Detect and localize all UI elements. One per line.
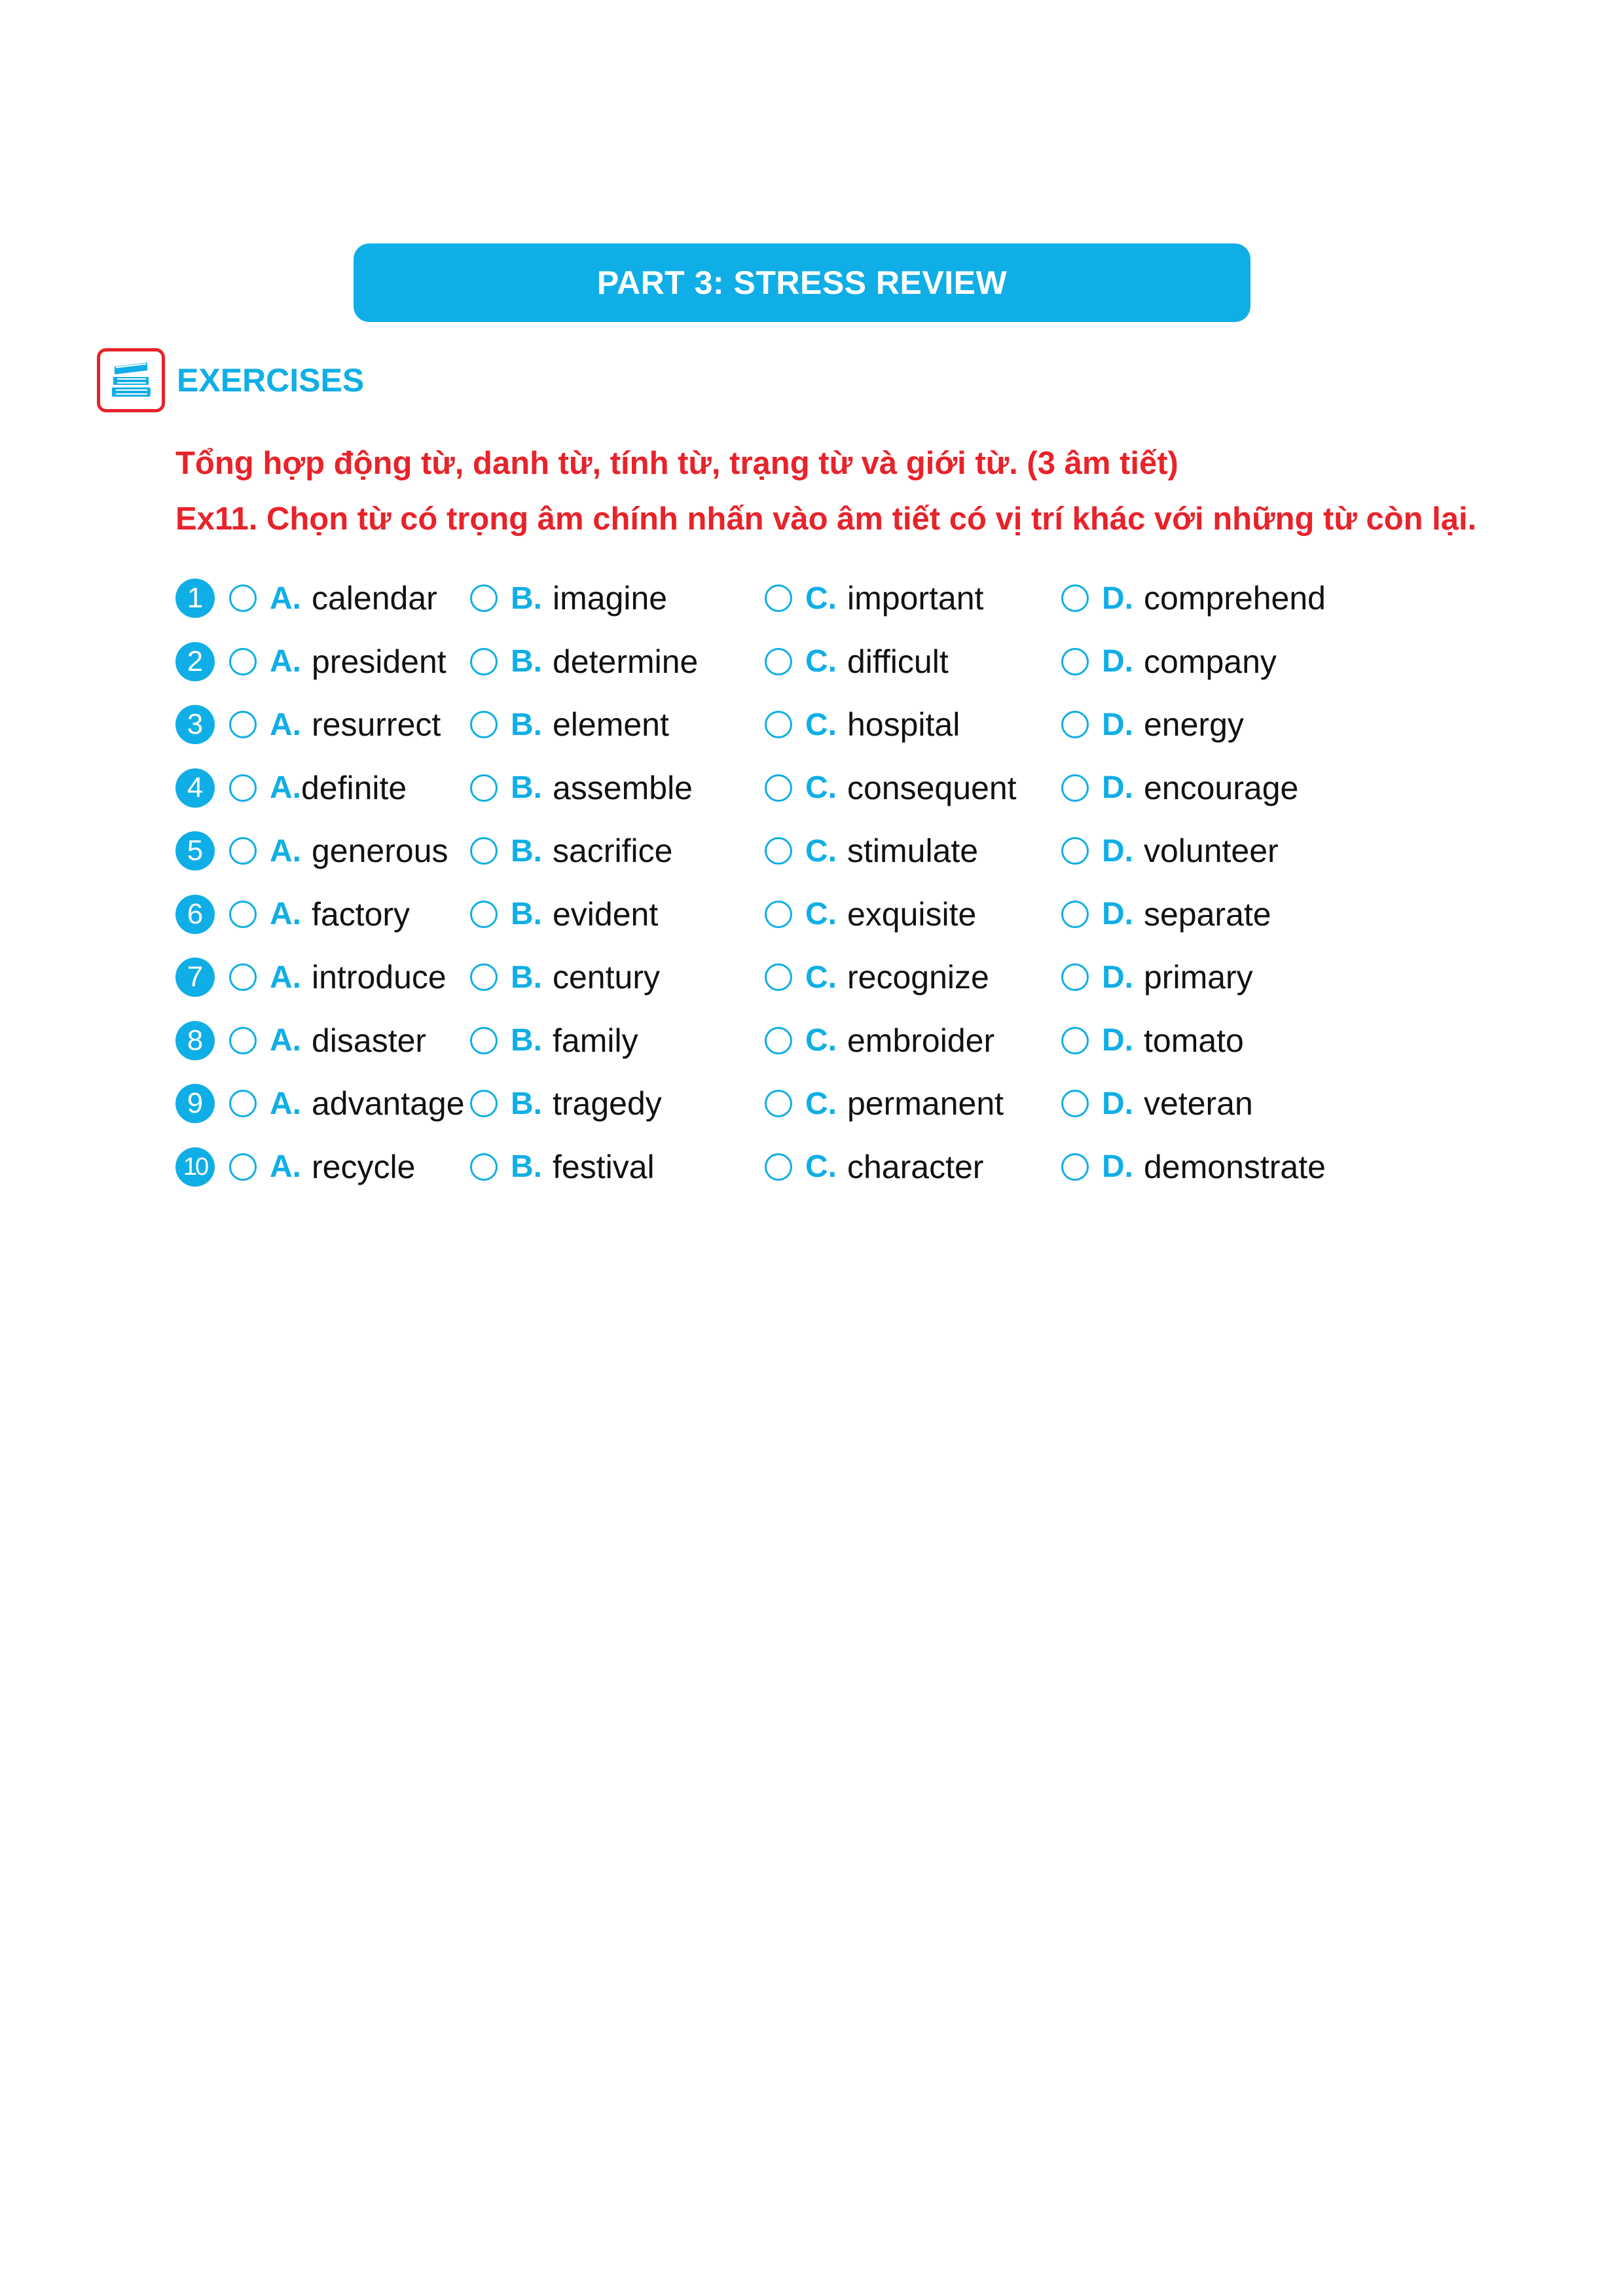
option-word: recycle [312, 1148, 416, 1185]
radio-button[interactable] [470, 837, 498, 865]
option-letter: A. [270, 1086, 301, 1121]
question-number: 8 [175, 1021, 215, 1060]
question-number: 5 [175, 831, 215, 870]
option-c[interactable] [765, 948, 989, 1006]
option-letter: A. [270, 770, 301, 805]
option-word: demonstrate [1144, 1148, 1326, 1185]
option-letter: A. [270, 1149, 301, 1184]
option-letter: C. [805, 1086, 837, 1121]
option-c[interactable] [765, 569, 983, 627]
option-word: definite [301, 769, 407, 806]
exercises-header [97, 348, 364, 412]
instruction-topic: Tổng hợp động từ, danh từ, tính từ, trạng từ và giới từ. (3 âm tiết) [175, 446, 1178, 481]
part-title-banner [354, 243, 1250, 322]
question-row [175, 822, 1485, 886]
option-b[interactable] [470, 822, 672, 880]
radio-button[interactable] [229, 648, 257, 675]
option-letter: D. [1102, 644, 1133, 679]
radio-button[interactable] [765, 1090, 792, 1117]
option-a[interactable] [229, 1012, 426, 1069]
option-letter: A. [270, 1023, 301, 1058]
radio-button[interactable] [1061, 648, 1089, 675]
radio-button[interactable] [1061, 963, 1089, 991]
option-word: factory [312, 895, 410, 933]
radio-button[interactable] [229, 774, 257, 802]
option-letter: A. [270, 897, 301, 931]
radio-button[interactable] [229, 837, 257, 865]
option-letter: D. [1102, 897, 1133, 931]
radio-button[interactable] [765, 1027, 792, 1054]
radio-button[interactable] [470, 901, 498, 928]
radio-button[interactable] [1061, 774, 1089, 802]
question-row [175, 633, 1485, 696]
option-a[interactable] [229, 1075, 465, 1132]
option-b[interactable] [470, 696, 669, 753]
option-letter: C. [805, 770, 837, 805]
question-number: 6 [175, 895, 215, 934]
option-word: company [1144, 643, 1277, 680]
option-c[interactable] [765, 1012, 994, 1069]
option-a[interactable] [229, 696, 441, 753]
option-letter: C. [805, 644, 837, 679]
option-word: hospital [847, 706, 960, 743]
radio-button[interactable] [1061, 1153, 1089, 1181]
option-a[interactable] [229, 886, 410, 943]
option-d[interactable] [1061, 569, 1326, 627]
option-a[interactable] [229, 948, 447, 1006]
question-number: 3 [175, 705, 215, 744]
radio-button[interactable] [1061, 711, 1089, 738]
option-word: difficult [847, 643, 949, 680]
option-word: exquisite [847, 895, 977, 933]
option-letter: B. [511, 644, 542, 679]
option-d[interactable] [1061, 886, 1271, 943]
radio-button[interactable] [470, 774, 498, 802]
books-icon [97, 348, 165, 412]
option-letter: A. [270, 707, 301, 742]
option-b[interactable] [470, 886, 658, 943]
option-letter: C. [805, 581, 837, 616]
question-row [175, 696, 1485, 759]
option-word: separate [1144, 895, 1271, 933]
radio-button[interactable] [1061, 1090, 1089, 1117]
question-number: 10 [175, 1147, 215, 1187]
radio-button[interactable] [1061, 584, 1089, 612]
question-row [175, 569, 1485, 633]
question-row [175, 1138, 1485, 1202]
option-letter: C. [805, 960, 837, 995]
question-row [175, 1012, 1485, 1075]
option-d[interactable] [1061, 1075, 1253, 1132]
option-c[interactable] [765, 696, 960, 753]
option-word: tomato [1144, 1022, 1244, 1059]
option-letter: B. [511, 707, 542, 742]
option-word: generous [312, 833, 448, 869]
option-word: comprehend [1144, 580, 1326, 617]
option-letter: A. [270, 960, 301, 995]
option-letter: B. [511, 960, 542, 995]
option-b[interactable] [470, 1138, 655, 1196]
option-c[interactable] [765, 633, 949, 691]
option-a[interactable] [229, 569, 437, 627]
option-c[interactable] [765, 1075, 1004, 1132]
radio-button[interactable] [229, 1027, 257, 1054]
option-a[interactable] [229, 633, 447, 691]
option-a[interactable] [229, 759, 407, 817]
option-letter: D. [1102, 1023, 1133, 1058]
option-letter: C. [805, 707, 837, 742]
option-letter: D. [1102, 581, 1133, 616]
radio-button[interactable] [765, 901, 792, 928]
question-number: 4 [175, 768, 215, 808]
option-word: sacrifice [553, 833, 673, 869]
exercises-title: EXERCISES [177, 362, 365, 399]
option-letter: B. [511, 833, 542, 869]
option-b[interactable] [470, 633, 698, 691]
question-list [175, 569, 1485, 1201]
option-letter: B. [511, 1149, 542, 1184]
option-word: family [553, 1022, 638, 1059]
radio-button[interactable] [765, 774, 792, 802]
option-word: evident [553, 895, 659, 933]
radio-button[interactable] [1061, 901, 1089, 928]
option-d[interactable] [1061, 822, 1279, 880]
option-letter: D. [1102, 1086, 1133, 1121]
option-word: permanent [847, 1085, 1004, 1122]
option-word: volunteer [1144, 833, 1279, 869]
option-word: century [553, 959, 660, 996]
option-word: festival [553, 1148, 655, 1185]
question-number: 2 [175, 642, 215, 681]
option-word: tragedy [553, 1085, 662, 1122]
radio-button[interactable] [229, 901, 257, 928]
option-letter: B. [511, 581, 542, 616]
option-c[interactable] [765, 822, 978, 880]
radio-button[interactable] [470, 1027, 498, 1054]
option-letter: C. [805, 897, 837, 931]
radio-button[interactable] [1061, 837, 1089, 865]
option-letter: B. [511, 897, 542, 931]
radio-button[interactable] [229, 584, 257, 612]
option-letter: D. [1102, 707, 1133, 742]
option-letter: D. [1102, 770, 1133, 805]
option-d[interactable] [1061, 1138, 1326, 1196]
radio-button[interactable] [229, 1090, 257, 1117]
instruction-exercise: Ex11. Chọn từ có trọng âm chính nhấn vào âm tiết có vị trí khác với những từ còn lại. [175, 501, 1477, 537]
radio-button[interactable] [229, 1153, 257, 1181]
radio-button[interactable] [470, 1153, 498, 1181]
option-d[interactable] [1061, 633, 1277, 691]
radio-button[interactable] [470, 963, 498, 991]
radio-button[interactable] [229, 711, 257, 738]
option-word: advantage [312, 1085, 465, 1122]
option-c[interactable] [765, 759, 1017, 817]
option-letter: A. [270, 644, 301, 679]
radio-button[interactable] [1061, 1027, 1089, 1054]
option-d[interactable] [1061, 759, 1298, 817]
option-letter: D. [1102, 960, 1133, 995]
option-letter: A. [270, 581, 301, 616]
radio-button[interactable] [470, 648, 498, 675]
option-c[interactable] [765, 1138, 983, 1196]
option-b[interactable] [470, 569, 667, 627]
question-row [175, 886, 1485, 949]
option-word: assemble [553, 769, 693, 806]
option-a[interactable] [229, 822, 448, 880]
option-word: president [312, 643, 447, 680]
option-word: encourage [1144, 769, 1299, 806]
option-letter: D. [1102, 1149, 1133, 1184]
radio-button[interactable] [470, 711, 498, 738]
option-letter: B. [511, 770, 542, 805]
option-word: primary [1144, 959, 1253, 996]
option-word: energy [1144, 706, 1244, 743]
radio-button[interactable] [470, 584, 498, 612]
question-number: 1 [175, 579, 215, 618]
option-word: determine [553, 643, 699, 680]
option-word: recognize [847, 959, 989, 996]
question-number: 7 [175, 958, 215, 997]
radio-button[interactable] [765, 837, 792, 865]
radio-button[interactable] [765, 648, 792, 675]
option-letter: C. [805, 1023, 837, 1058]
option-word: element [553, 706, 669, 743]
option-word: disaster [312, 1022, 427, 1059]
radio-button[interactable] [765, 1153, 792, 1181]
option-b[interactable] [470, 1075, 662, 1132]
option-word: embroider [847, 1022, 995, 1059]
option-word: resurrect [312, 706, 441, 743]
option-word: important [847, 580, 984, 617]
question-row [175, 759, 1485, 823]
radio-button[interactable] [470, 1090, 498, 1117]
option-d[interactable] [1061, 948, 1253, 1006]
question-number: 9 [175, 1084, 215, 1123]
option-word: calendar [312, 580, 437, 617]
option-letter: D. [1102, 833, 1133, 869]
option-c[interactable] [765, 886, 976, 943]
option-b[interactable] [470, 759, 693, 817]
option-word: imagine [553, 580, 668, 617]
option-letter: C. [805, 1149, 837, 1184]
radio-button[interactable] [765, 963, 792, 991]
option-a[interactable] [229, 1138, 415, 1196]
option-letter: B. [511, 1023, 542, 1058]
option-d[interactable] [1061, 696, 1244, 753]
option-word: introduce [312, 959, 447, 996]
part-title: PART 3: STRESS REVIEW [596, 264, 1008, 301]
option-b[interactable] [470, 1012, 638, 1069]
option-word: stimulate [847, 833, 979, 869]
option-word: character [847, 1148, 984, 1185]
radio-button[interactable] [229, 963, 257, 991]
question-row [175, 948, 1485, 1012]
option-letter: B. [511, 1086, 542, 1121]
option-letter: A. [270, 833, 301, 869]
radio-button[interactable] [765, 584, 792, 612]
option-d[interactable] [1061, 1012, 1244, 1069]
option-b[interactable] [470, 948, 660, 1006]
option-word: consequent [847, 769, 1017, 806]
question-row [175, 1075, 1485, 1138]
option-word: veteran [1144, 1085, 1253, 1122]
radio-button[interactable] [765, 711, 792, 738]
option-letter: C. [805, 833, 837, 869]
